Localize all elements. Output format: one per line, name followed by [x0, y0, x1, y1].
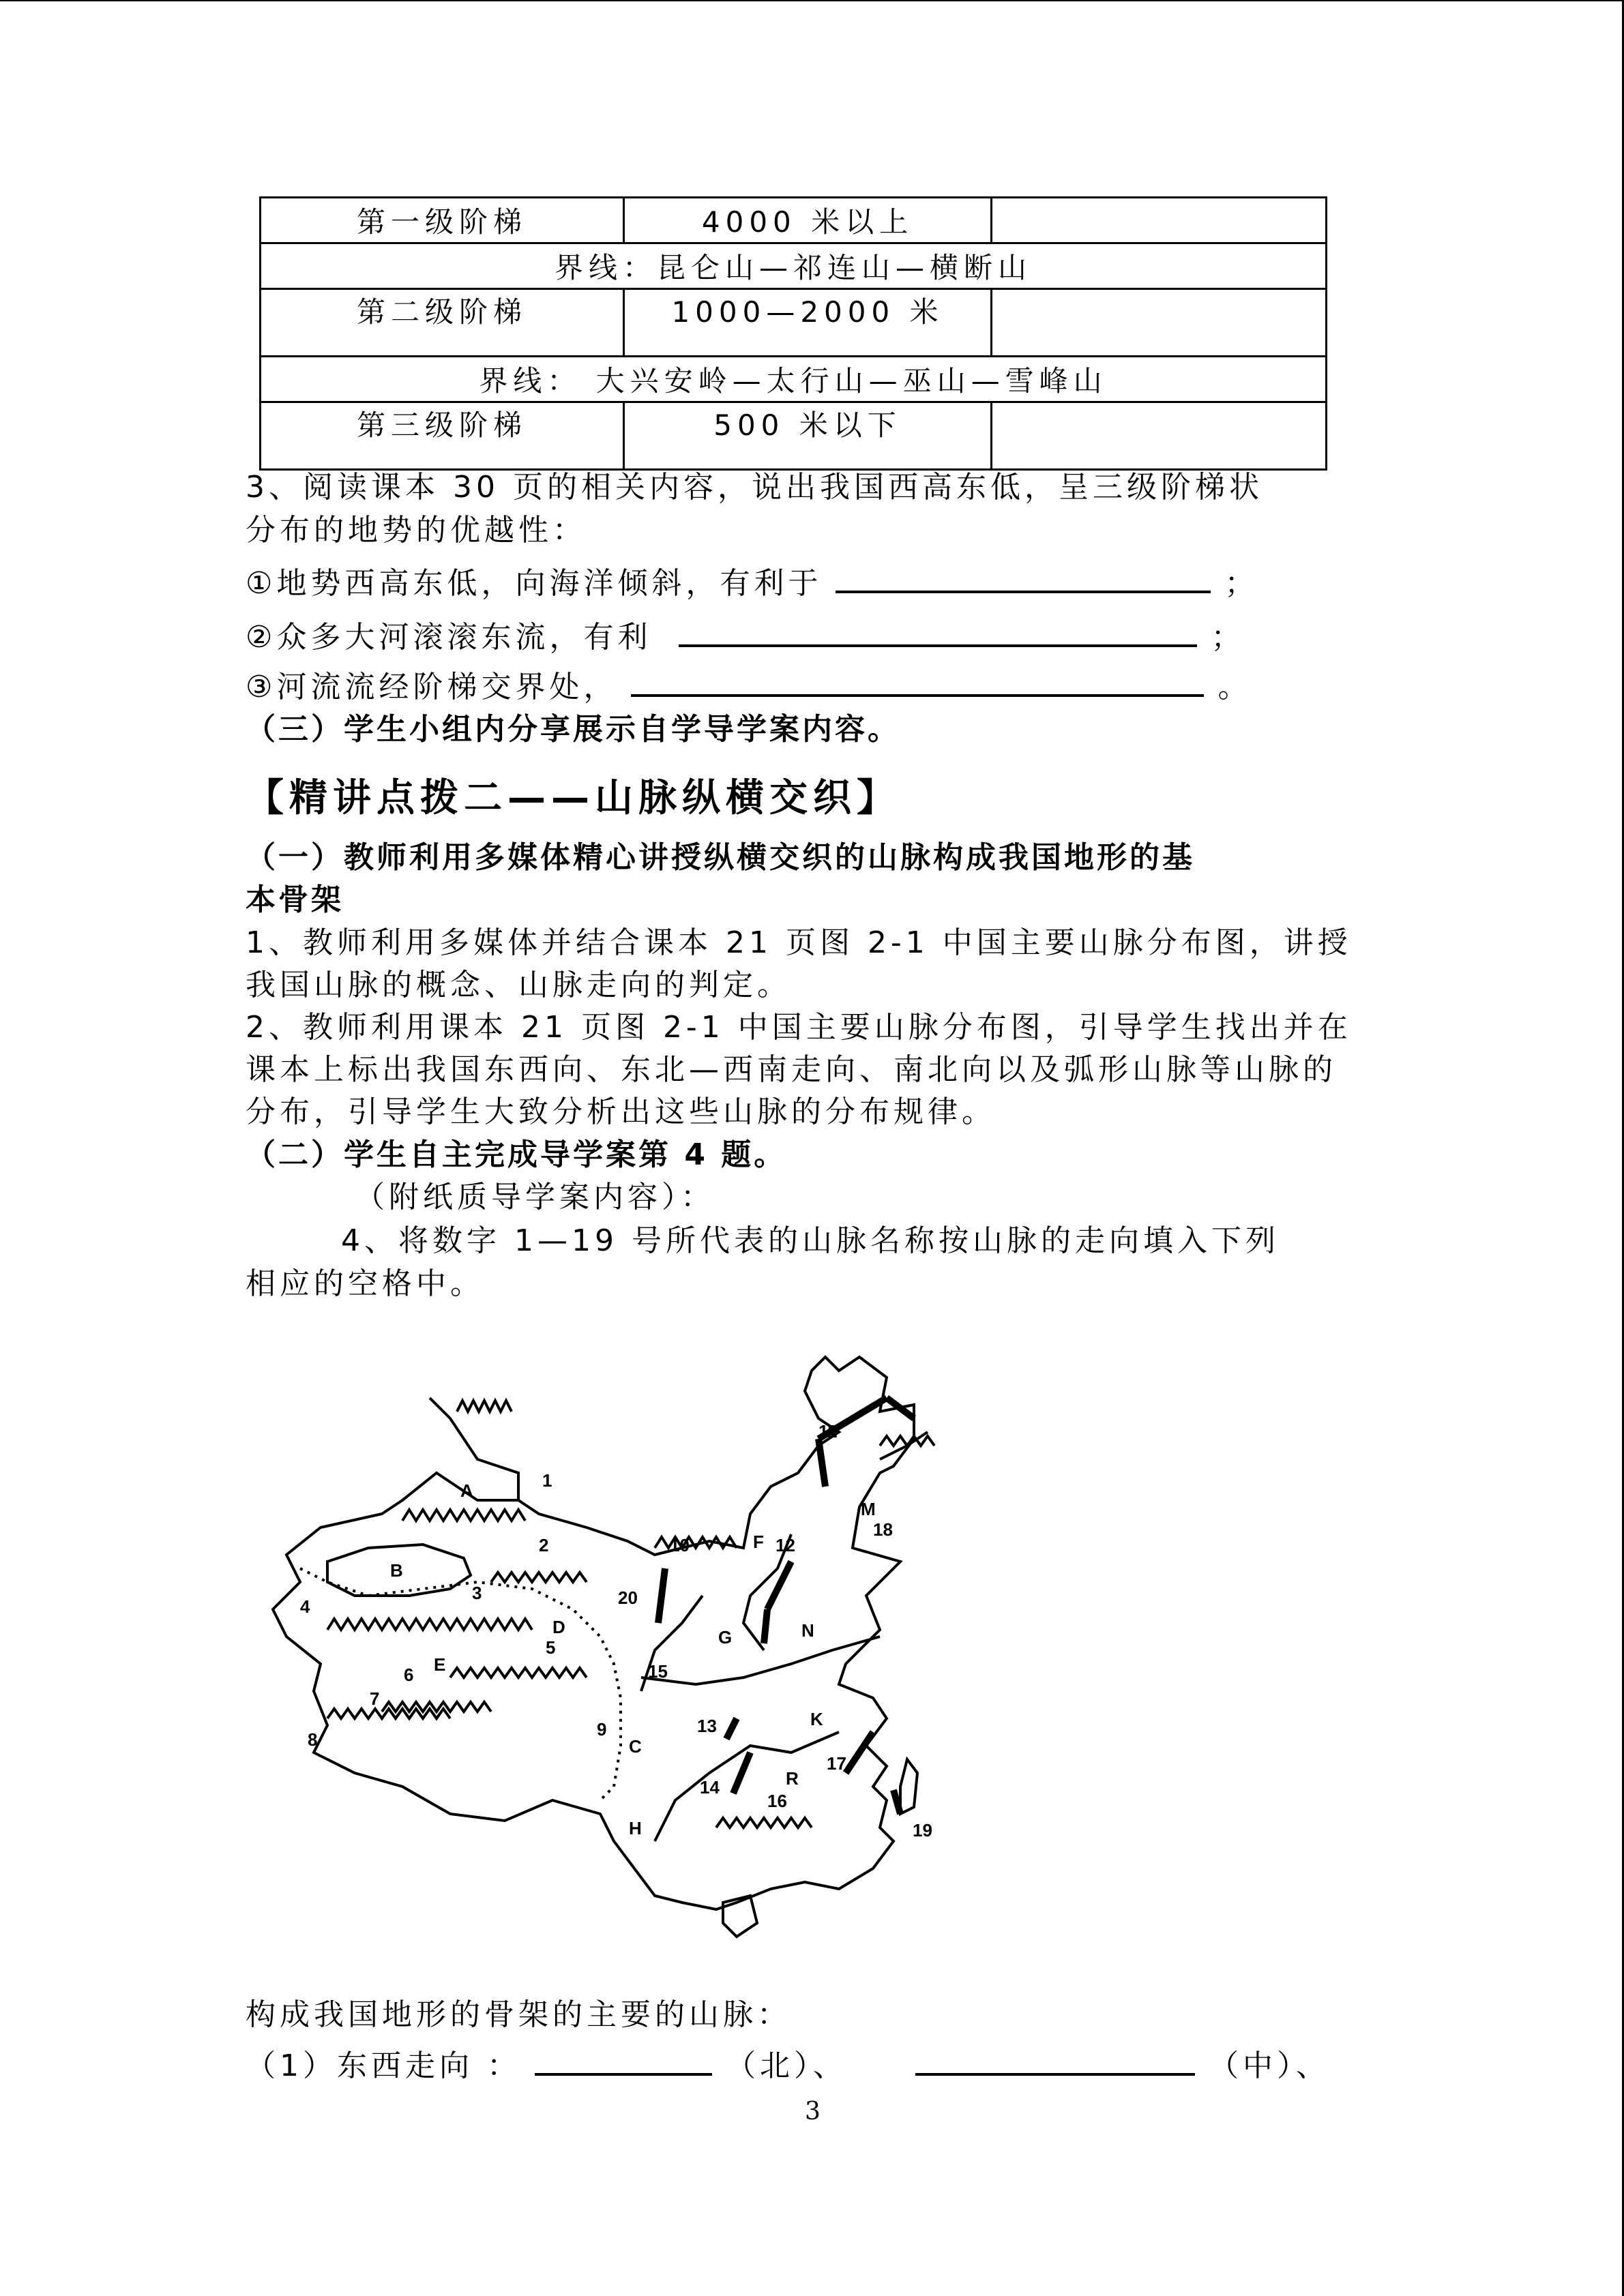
mountain-range — [327, 1709, 450, 1718]
q3-item2-text: ②众多大河滚滚东流，有利 — [246, 620, 652, 655]
map-label: F — [753, 1532, 764, 1552]
mountain-range — [402, 1510, 525, 1521]
sub1-line1: （一）教师利用多媒体精心讲授纵横交织的山脉构成我国地形的基 — [246, 840, 1195, 875]
map-label: 10 — [670, 1535, 690, 1555]
mountain-range-bold — [764, 1609, 767, 1643]
mountain-range — [382, 1702, 491, 1712]
map-label: 3 — [472, 1583, 482, 1603]
map-label: 15 — [648, 1661, 668, 1682]
mountain-range — [716, 1818, 812, 1828]
step1-altitude: 4000 米以上 — [624, 198, 992, 243]
north-label: （北）、 — [725, 2048, 847, 2083]
map-label: 17 — [827, 1753, 846, 1774]
answer-blank[interactable] — [535, 2046, 712, 2076]
q4-line2: 相应的空格中。 — [246, 1266, 484, 1301]
answer-blank[interactable] — [915, 2046, 1195, 2076]
map-label: A — [460, 1480, 473, 1501]
q3-item2-end: ； — [1211, 620, 1245, 655]
q4-line1: 4、将数字 1—19 号所代表的山脉名称按山脉的走向填入下列 — [341, 1223, 1280, 1258]
q3-item1-end: ； — [1224, 566, 1259, 601]
boundary1: 界线：昆仑山—祁连山—横断山 — [261, 243, 1327, 289]
q3-item1-text: ①地势西高东低，向海洋倾斜，有利于 — [246, 566, 823, 601]
section3-heading: （三）学生小组内分享展示自学导学案内容。 — [246, 712, 900, 747]
mountain-range — [457, 1401, 512, 1412]
mountain-range-bold — [846, 1732, 873, 1773]
map-label: 18 — [873, 1519, 893, 1540]
mountain-range-bold — [818, 1439, 825, 1487]
step2-altitude: 1000—2000 米 — [624, 289, 992, 357]
page-number: 3 — [805, 2098, 821, 2126]
q3-item3-text: ③河流流经阶梯交界处， — [246, 670, 618, 704]
sub2-heading: （二）学生自主完成导学案第 4 题。 — [246, 1137, 787, 1172]
mountain-range-bold — [767, 1562, 791, 1609]
step3-label: 第三级阶梯 — [261, 402, 624, 470]
map-label: 16 — [767, 1791, 787, 1811]
map-label: 7 — [370, 1688, 380, 1709]
section-heading-mountains: 【精讲点拨二——山脉纵横交织】 — [246, 776, 900, 820]
boundary2: 界线： 大兴安岭—太行山—巫山—雪峰山 — [261, 357, 1327, 402]
map-label: N — [801, 1620, 814, 1641]
mountain-range — [491, 1572, 587, 1582]
dotted-boundary — [300, 1568, 621, 1800]
mountain-range-bold — [726, 1718, 737, 1739]
map-label: 5 — [546, 1637, 556, 1658]
map-label: 6 — [404, 1665, 414, 1685]
map-label: K — [810, 1709, 823, 1729]
mountain-range-bold — [733, 1753, 750, 1793]
map-label: 11 — [818, 1421, 838, 1442]
mountain-range — [880, 1436, 934, 1446]
mountain-range — [327, 1619, 532, 1630]
map-label: E — [434, 1654, 446, 1675]
map-label: 12 — [776, 1535, 795, 1555]
map-label: 9 — [597, 1719, 607, 1740]
mountain-range — [450, 1668, 587, 1678]
middle-label: （中）、 — [1208, 2048, 1330, 2083]
q3-line1: 3、阅读课本 30 页的相关内容，说出我国西高东低，呈三级阶梯状 — [246, 470, 1263, 505]
ew-label: （1）东西走向 ： — [246, 2048, 521, 2083]
map-label: G — [718, 1627, 733, 1648]
map-label: 8 — [308, 1729, 318, 1750]
q3-item3-end: 。 — [1217, 670, 1252, 704]
q3-line2: 分布的地势的优越性： — [246, 513, 587, 548]
map-label: 20 — [618, 1587, 638, 1608]
bottom-answer-line — [246, 2046, 1330, 2087]
step1-label: 第一级阶梯 — [261, 198, 624, 243]
taiwan-outline — [900, 1759, 917, 1814]
paragraph-1: 1、教师利用多媒体并结合课本 21 页图 2-1 中国主要山脉分布图，讲授我国山脉的概念、山脉走向的判定。 — [246, 925, 1352, 1002]
map-label: H — [629, 1818, 642, 1838]
map-label: 14 — [700, 1777, 720, 1798]
map-label: B — [390, 1560, 403, 1581]
map-label: 13 — [697, 1716, 717, 1736]
map-label: 1 — [542, 1470, 552, 1491]
bottom-title: 构成我国地形的骨架的主要的山脉： — [246, 1997, 791, 2032]
step2-label: 第二级阶梯 — [261, 289, 624, 357]
map-label: R — [786, 1768, 799, 1789]
map-label: 19 — [913, 1820, 932, 1840]
mountain-range — [655, 1537, 737, 1548]
paragraph-2: 2、教师利用课本 21 页图 2-1 中国主要山脉分布图，引导学生找出并在课本上标出我国东西向、东北—西南走向、南北向以及弧形山脉等山脉的分布，引导学生大致分析出这些山脉的分布规律。 — [246, 1010, 1352, 1129]
step3-altitude: 500 米以下 — [624, 402, 992, 470]
sub1-line2: 本骨架 — [246, 882, 344, 917]
map-label: C — [629, 1736, 642, 1757]
map-label: 2 — [539, 1535, 549, 1555]
map-label: 4 — [300, 1596, 310, 1617]
map-label: M — [861, 1499, 876, 1519]
mountain-range-bold — [658, 1568, 665, 1623]
map-label: D — [552, 1617, 565, 1637]
attachment-note: （附纸质导学案内容）： — [355, 1180, 715, 1214]
